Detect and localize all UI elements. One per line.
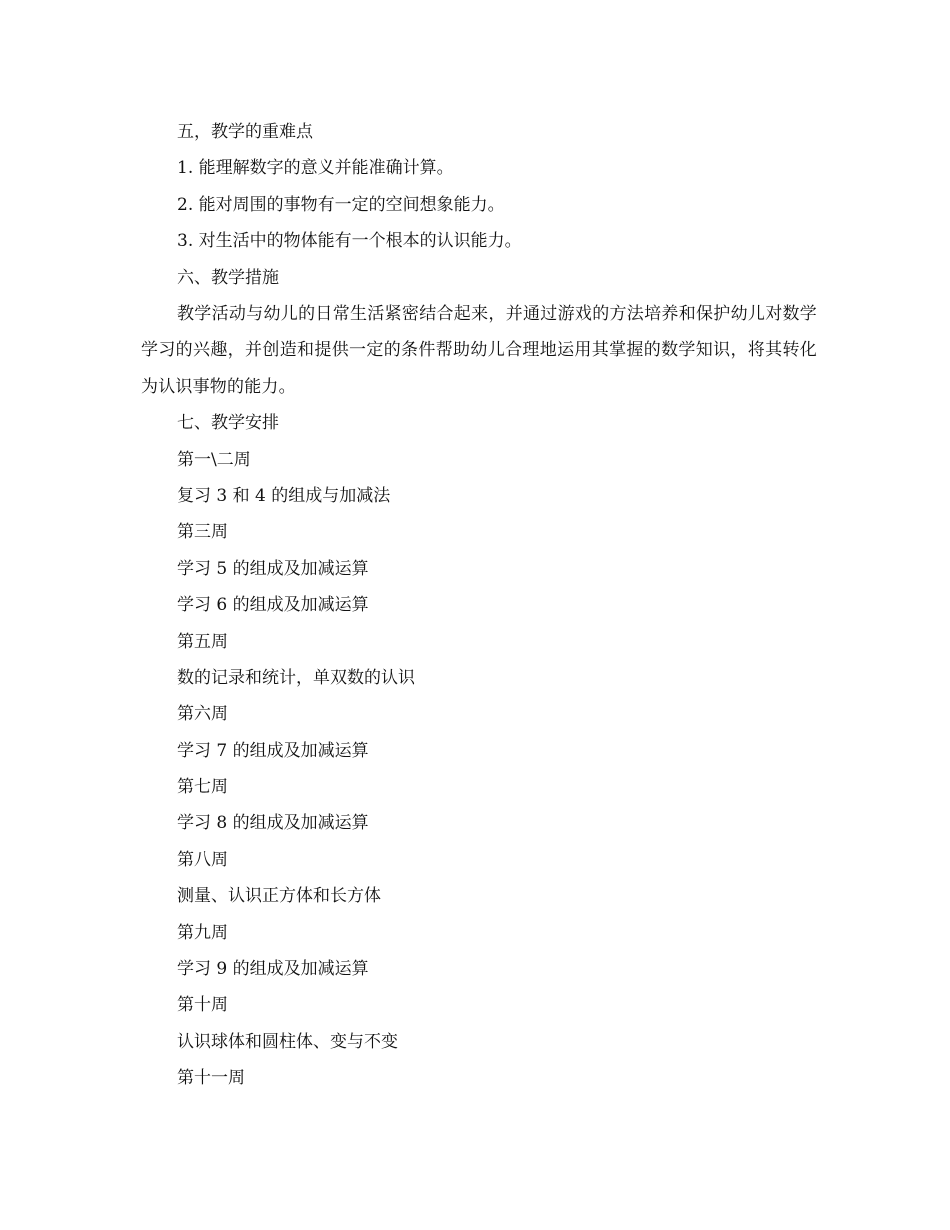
measures-paragraph: 教学活动与幼儿的日常生活紧密结合起来，并通过游戏的方法培养和保护幼儿对数学学习的兴趣，并创造和提供一定的条件帮助幼儿合理地运用其掌握的数学知识，将其转化为认识事物的能力。 — [141, 303, 817, 397]
schedule-line: 复习 3 和 4 的组成与加减法 — [177, 485, 391, 506]
schedule-line: 第六周 — [177, 704, 228, 725]
schedule-line: 第九周 — [177, 922, 228, 943]
schedule-line: 第十周 — [177, 995, 228, 1016]
schedule-line: 第五周 — [177, 631, 228, 652]
schedule-line: 数的记录和统计，单双数的认识 — [177, 667, 415, 688]
schedule-line: 第七周 — [177, 777, 228, 798]
schedule-line: 学习 8 的组成及加减运算 — [177, 813, 369, 834]
section-heading-schedule: 七、教学安排 — [177, 413, 279, 434]
section-heading-measures: 六、教学措施 — [177, 267, 279, 288]
schedule-line: 第八周 — [177, 849, 228, 870]
schedule-line: 学习 6 的组成及加减运算 — [177, 595, 369, 616]
schedule-line: 学习 7 的组成及加减运算 — [177, 740, 369, 761]
schedule-line: 测量、认识正方体和长方体 — [177, 886, 381, 907]
key-point-item: 1. 能理解数字的意义并能准确计算。 — [177, 158, 454, 179]
schedule-line: 学习 5 的组成及加减运算 — [177, 558, 369, 579]
schedule-line: 第十一周 — [177, 1068, 245, 1089]
schedule-line: 第三周 — [177, 522, 228, 543]
key-point-item: 2. 能对周围的事物有一定的空间想象能力。 — [177, 194, 505, 215]
document-body — [141, 114, 817, 1097]
schedule-line: 第一\二周 — [177, 449, 251, 470]
section-heading-key-points: 五，教学的重难点 — [177, 122, 313, 142]
key-point-item: 3. 对生活中的物体能有一个根本的认识能力。 — [177, 231, 522, 252]
schedule-line: 认识球体和圆柱体、变与不变 — [177, 1031, 398, 1052]
schedule-line: 学习 9 的组成及加减运算 — [177, 959, 369, 980]
